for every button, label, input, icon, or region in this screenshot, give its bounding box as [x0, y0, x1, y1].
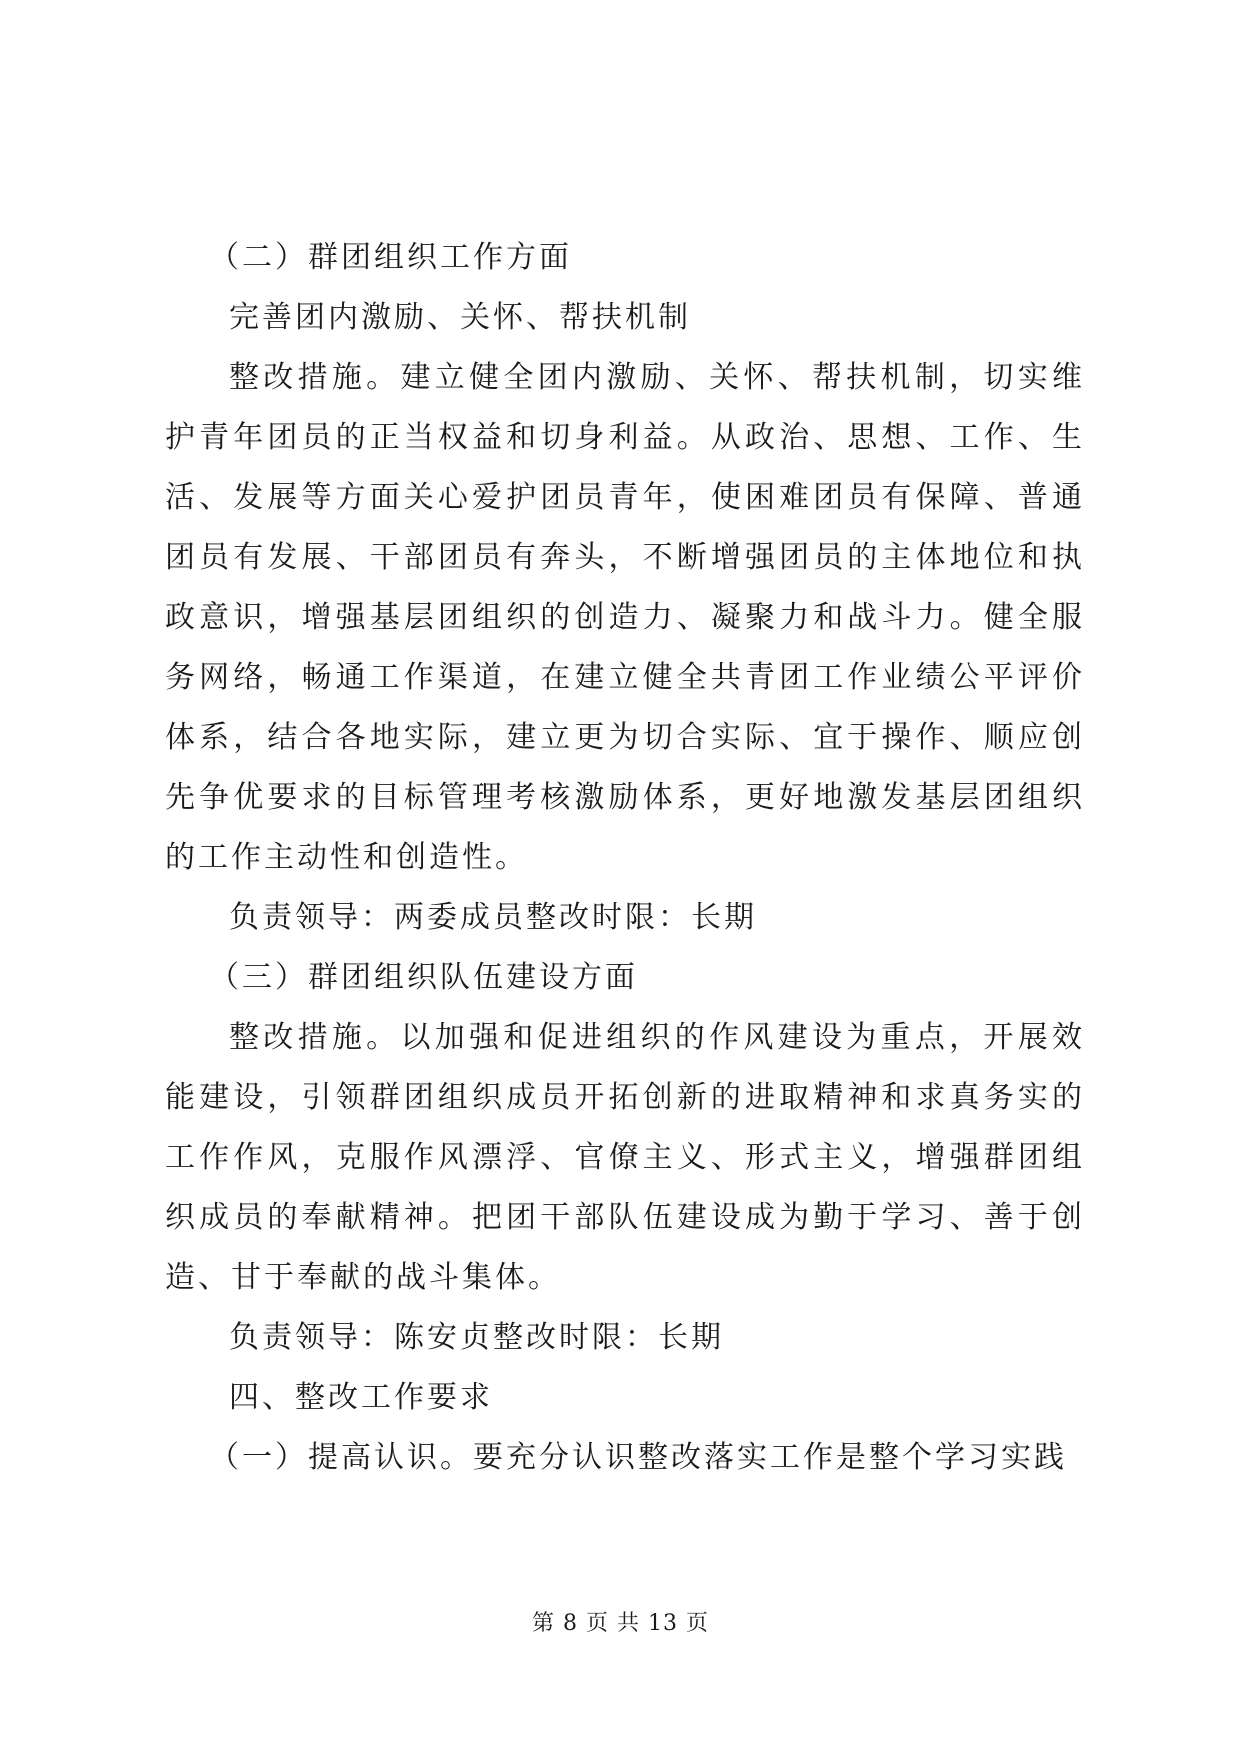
responsibility-line: 负责领导：两委成员整改时限：长期	[229, 900, 757, 935]
document-body	[165, 228, 1085, 1488]
body-paragraph: 整改措施。建立健全团内激励、关怀、帮扶机制，切实维护青年团员的正当权益和切身利益。从政治、思想、工作、生活、发展等方面关心爱护团员青年，使困难团员有保障、普通团员有发展、干部团员有奔头，不断增强团员的主体地位和执政意识，增强基层团组织的创造力、凝聚力和战斗力。健全服务网络，畅通工作渠道，在建立健全共青团工作业绩公平评价体系，结合各地实际，建立更为切合实际、宜于操作、顺应创先争优要求的目标管理考核激励体系，更好地激发基层团组织的工作主动性和创造性。	[165, 360, 1085, 875]
body-paragraph: 整改措施。以加强和促进组织的作风建设为重点，开展效能建设，引领群团组织成员开拓创新的进取精神和求真务实的工作作风，克服作风漂浮、官僚主义、形式主义，增强群团组织成员的奉献精神。把团干部队伍建设成为勤于学习、善于创造、甘于奉献的战斗集体。	[165, 1020, 1085, 1295]
responsibility-line: 负责领导：陈安贞整改时限：长期	[229, 1320, 724, 1355]
page-footer: 第 8 页 共 13 页	[532, 1611, 709, 1636]
body-paragraph: （一）提高认识。要充分认识整改落实工作是整个学习实践	[209, 1440, 1067, 1475]
section-heading-2: （二）群团组织工作方面	[209, 240, 572, 275]
section-heading-4: 四、整改工作要求	[229, 1380, 493, 1415]
section-heading-3: （三）群团组织队伍建设方面	[209, 960, 638, 995]
subsection-title: 完善团内激励、关怀、帮扶机制	[229, 300, 691, 335]
